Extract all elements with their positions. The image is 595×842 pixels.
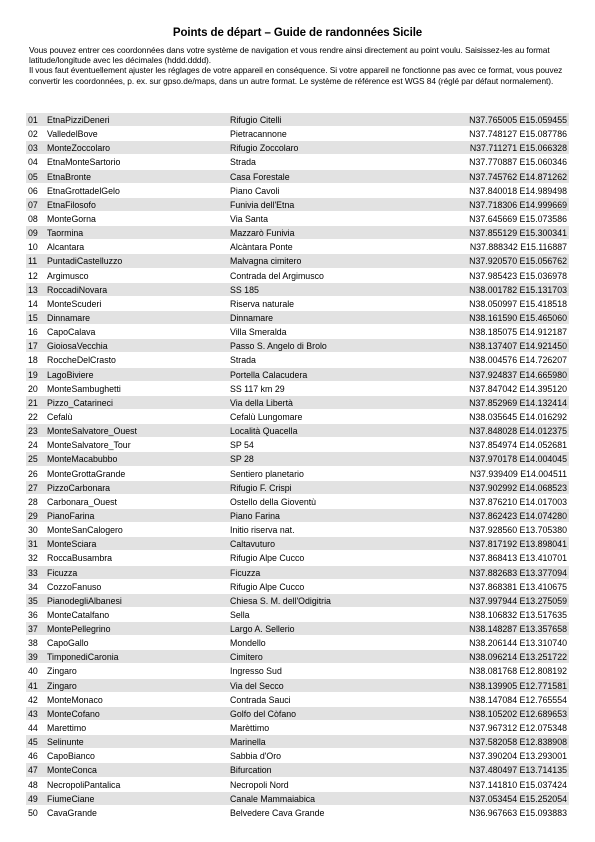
point-location: Malvagna cimitero — [230, 256, 302, 267]
point-number: 49 — [28, 793, 38, 804]
point-coordinates: N37.970178 E14.004045 — [469, 454, 567, 465]
point-number: 21 — [28, 397, 38, 408]
table-row — [26, 395, 569, 409]
table-row — [26, 508, 569, 522]
table-row — [26, 423, 569, 437]
table-row — [26, 451, 569, 465]
point-location: Piano Cavoli — [230, 185, 280, 196]
point-number: 03 — [28, 143, 38, 154]
table-row — [26, 197, 569, 211]
point-coordinates: N37.854974 E14.052681 — [469, 440, 567, 451]
point-coordinates: N37.390204 E13.293001 — [469, 751, 567, 762]
table-row — [26, 678, 569, 692]
point-name: CapoBianco — [47, 751, 95, 762]
page-title: Points de départ – Guide de randonnées Sicile — [172, 27, 423, 39]
table-row — [26, 296, 569, 310]
point-coordinates: N37.928560 E13.705380 — [469, 525, 567, 536]
point-number: 45 — [28, 737, 38, 748]
point-location: Contrada del Argimusco — [230, 270, 324, 281]
point-name: MonteConca — [47, 765, 97, 776]
point-coordinates: N37.855129 E15.300341 — [469, 228, 567, 239]
point-location: Rifugio F. Crispi — [230, 482, 292, 493]
point-location: Passo S. Angelo di Brolo — [230, 341, 327, 352]
point-number: 10 — [28, 242, 38, 253]
table-row — [26, 720, 569, 734]
point-name: FiumeCiane — [47, 793, 95, 804]
point-name: MonteCatalfano — [47, 609, 110, 620]
point-number: 40 — [28, 666, 38, 677]
point-coordinates: N36.967663 E15.093883 — [469, 807, 567, 818]
point-coordinates: N37.862423 E14.074280 — [469, 510, 567, 521]
point-name: LagoBiviere — [47, 369, 94, 380]
table-row — [26, 706, 569, 720]
point-location: SP 28 — [230, 454, 254, 465]
point-name: MonteScuderi — [47, 298, 102, 309]
point-coordinates: N37.882683 E13.377094 — [469, 567, 567, 578]
point-coordinates: N37.888342 E15.116887 — [469, 242, 567, 253]
point-number: 02 — [28, 129, 38, 140]
point-location: Strada — [230, 355, 256, 366]
point-coordinates: N38.105202 E12.689653 — [469, 708, 567, 719]
point-name: RoccaBusambra — [47, 553, 113, 564]
point-number: 42 — [28, 694, 38, 705]
point-name: MonteGrottaGrande — [47, 468, 126, 479]
point-number: 50 — [28, 807, 38, 818]
point-location: Necropoli Nord — [230, 779, 289, 790]
point-coordinates: N38.050997 E15.418518 — [469, 298, 567, 309]
point-name: GioiosaVecchia — [47, 341, 108, 352]
point-location: Belvedere Cava Grande — [230, 807, 325, 818]
point-location: Canale Mammaiabica — [230, 793, 316, 804]
point-coordinates: N38.035645 E14.016292 — [469, 411, 567, 422]
point-coordinates: N38.139905 E12.771581 — [469, 680, 567, 691]
table-row — [26, 225, 569, 239]
point-name: ValledelBove — [47, 129, 98, 140]
point-number: 27 — [28, 482, 38, 493]
point-coordinates: N37.765005 E15.059455 — [469, 115, 567, 125]
point-location: Cimitero — [230, 652, 263, 663]
table-row — [26, 367, 569, 381]
point-name: EtnaPizziDeneri — [47, 115, 110, 125]
table-row — [26, 734, 569, 748]
point-coordinates: N37.770887 E15.060346 — [469, 157, 567, 168]
point-coordinates: N37.718306 E14.999669 — [469, 199, 567, 210]
point-coordinates: N37.141810 E15.037424 — [469, 779, 567, 790]
point-number: 06 — [28, 185, 38, 196]
point-coordinates: N38.004576 E14.726207 — [469, 355, 567, 366]
point-location: Rifugio Citelli — [230, 115, 282, 125]
point-name: MonteCofano — [47, 708, 100, 719]
point-location: Via Santa — [230, 213, 268, 224]
point-location: Initio riserva nat. — [230, 525, 295, 536]
point-name: PizzoCarbonara — [47, 482, 111, 493]
point-location: SS 117 km 29 — [230, 383, 285, 394]
point-location: Piano Farina — [230, 510, 280, 521]
table-row — [26, 154, 569, 168]
table-row — [26, 253, 569, 267]
point-location: Riserva naturale — [230, 298, 295, 309]
point-number: 15 — [28, 312, 38, 323]
point-coordinates: N38.148287 E13.357658 — [469, 624, 567, 635]
point-location: Marèttimo — [230, 723, 270, 734]
point-number: 28 — [28, 496, 38, 507]
point-number: 04 — [28, 157, 38, 168]
point-location: Sella — [230, 609, 250, 620]
point-coordinates: N37.711271 E15.066328 — [469, 143, 567, 154]
point-name: PuntadiCastelluzzo — [47, 256, 123, 267]
table-row — [26, 791, 569, 805]
point-coordinates: N37.745762 E14.871262 — [469, 171, 567, 182]
point-location: Ficuzza — [230, 567, 261, 578]
point-coordinates: N38.096214 E13.251722 — [469, 652, 567, 663]
point-coordinates: N37.582058 E12.838908 — [469, 737, 567, 748]
table-row — [26, 649, 569, 663]
point-name: EtnaGrottadelGelo — [47, 185, 120, 196]
table-row — [26, 621, 569, 635]
point-location: Portella Calacudera — [230, 369, 308, 380]
point-coordinates: N37.876210 E14.017003 — [469, 496, 567, 507]
table-row — [26, 324, 569, 338]
point-coordinates: N37.920570 E15.056762 — [469, 256, 567, 267]
point-number: 41 — [28, 680, 38, 691]
table-row — [26, 183, 569, 197]
point-name: Zingaro — [47, 666, 77, 677]
point-number: 13 — [28, 284, 38, 295]
point-number: 25 — [28, 454, 38, 465]
point-number: 37 — [28, 624, 38, 635]
point-number: 01 — [28, 115, 38, 125]
point-location: Ingresso Sud — [230, 666, 282, 677]
point-coordinates: N37.852969 E14.132414 — [469, 397, 567, 408]
point-number: 05 — [28, 171, 38, 182]
table-row — [26, 522, 569, 536]
point-location: Chiesa S. M. dell'Odigitria — [230, 595, 331, 606]
table-row — [26, 239, 569, 253]
point-number: 23 — [28, 426, 38, 437]
point-location: Rifugio Alpe Cucco — [230, 553, 305, 564]
point-name: MonteMonaco — [47, 694, 103, 705]
point-name: EtnaBronte — [47, 171, 92, 182]
point-number: 24 — [28, 440, 38, 451]
table-row — [26, 282, 569, 296]
point-name: CapoCalava — [47, 327, 96, 338]
table-row — [26, 748, 569, 762]
point-coordinates: N37.053454 E15.252054 — [469, 793, 567, 804]
table-row — [26, 112, 569, 126]
intro-text — [29, 45, 569, 86]
point-location: Alcàntara Ponte — [230, 242, 293, 253]
point-number: 33 — [28, 567, 38, 578]
point-number: 31 — [28, 539, 38, 550]
table-row — [26, 536, 569, 550]
table-row — [26, 565, 569, 579]
table-row — [26, 777, 569, 791]
point-coordinates: N38.161590 E15.465060 — [469, 312, 567, 323]
point-coordinates: N38.206144 E13.310740 — [469, 638, 567, 649]
point-location: Casa Forestale — [230, 171, 290, 182]
point-coordinates: N37.480497 E13.714135 — [469, 765, 567, 776]
point-name: Carbonara_Ouest — [47, 496, 117, 507]
table-row — [26, 437, 569, 451]
point-name: CozzoFanuso — [47, 581, 102, 592]
point-name: MonteSambughetti — [47, 383, 121, 394]
point-name: RoccheDelCrasto — [47, 355, 116, 366]
point-number: 43 — [28, 708, 38, 719]
point-location: Marinella — [230, 737, 266, 748]
table-row — [26, 480, 569, 494]
point-name: MonteGorna — [47, 213, 96, 224]
intro-paragraph-1: Vous pouvez entrer ces coordonnées dans votre système de navigation et vous rendre ainsi directement au point voulu. Saisissez-les au format latitude/longitude avec les décimales (hddd.dddd). — [29, 45, 550, 66]
point-coordinates: N37.840018 E14.989498 — [469, 185, 567, 196]
point-number: 11 — [28, 256, 38, 267]
point-location: Dinnamare — [230, 312, 274, 323]
point-coordinates: N37.848028 E14.012375 — [469, 426, 567, 437]
table-row — [26, 593, 569, 607]
point-location: Rifugio Zoccolaro — [230, 143, 299, 154]
point-number: 12 — [28, 270, 38, 281]
point-number: 16 — [28, 327, 38, 338]
point-name: MonteMacabubbo — [47, 454, 118, 465]
point-name: Selinunte — [47, 737, 84, 748]
point-coordinates: N37.748127 E15.087786 — [469, 129, 567, 140]
table-row — [26, 169, 569, 183]
point-number: 17 — [28, 341, 38, 352]
point-number: 35 — [28, 595, 38, 606]
point-name: Alcantara — [47, 242, 85, 253]
point-location: Mondello — [230, 638, 266, 649]
point-name: MonteSciara — [47, 539, 97, 550]
point-coordinates: N37.967312 E12.075348 — [469, 723, 567, 734]
point-name: Marettimo — [47, 723, 87, 734]
point-number: 44 — [28, 723, 38, 734]
point-coordinates: N37.817192 E13.898041 — [469, 539, 567, 550]
table-row — [26, 338, 569, 352]
table-row — [26, 494, 569, 508]
point-name: MonteZoccolaro — [47, 143, 111, 154]
table-row — [26, 126, 569, 140]
table-row — [26, 381, 569, 395]
point-location: Largo A. Sellerio — [230, 624, 295, 635]
point-number: 20 — [28, 383, 38, 394]
point-location: Funivia dell'Etna — [230, 199, 295, 210]
point-coordinates: N38.001782 E15.131703 — [469, 284, 567, 295]
point-number: 09 — [28, 228, 38, 239]
table-row — [26, 607, 569, 621]
point-coordinates: N37.924837 E14.665980 — [469, 369, 567, 380]
table-row — [26, 409, 569, 423]
point-coordinates: N38.106832 E13.517635 — [469, 609, 567, 620]
point-name: MontePellegrino — [47, 624, 111, 635]
point-coordinates: N37.985423 E15.036978 — [469, 270, 567, 281]
point-name: MonteSalvatore_Ouest — [47, 426, 137, 437]
point-name: PianodegliAlbanesi — [47, 595, 122, 606]
point-name: Dinnamare — [47, 312, 91, 323]
point-name: CapoGallo — [47, 638, 89, 649]
point-name: Ficuzza — [47, 567, 78, 578]
point-location: Mazzarò Funivia — [230, 228, 295, 239]
point-number: 07 — [28, 199, 38, 210]
point-location: Rifugio Alpe Cucco — [230, 581, 305, 592]
point-coordinates: N37.645669 E15.073586 — [469, 213, 567, 224]
starting-points-table — [26, 112, 569, 819]
point-coordinates: N38.185075 E14.912187 — [469, 327, 567, 338]
point-coordinates: N37.939409 E14.004511 — [469, 468, 567, 479]
point-location: Contrada Sauci — [230, 694, 291, 705]
point-name: NecropoliPantalica — [47, 779, 121, 790]
point-coordinates: N37.868381 E13.410675 — [469, 581, 567, 592]
point-coordinates: N37.902992 E14.068523 — [469, 482, 567, 493]
point-number: 30 — [28, 525, 38, 536]
point-number: 29 — [28, 510, 38, 521]
table-row — [26, 663, 569, 677]
point-coordinates: N38.137407 E14.921450 — [469, 341, 567, 352]
point-location: Strada — [230, 157, 256, 168]
table-row — [26, 211, 569, 225]
point-coordinates: N38.147084 E12.765554 — [469, 694, 567, 705]
point-location: Cefalù Lungomare — [230, 411, 303, 422]
table-row — [26, 805, 569, 819]
point-number: 22 — [28, 411, 38, 422]
point-coordinates: N37.997944 E13.275059 — [469, 595, 567, 606]
point-name: Pizzo_Catarineci — [47, 397, 114, 408]
table-row — [26, 635, 569, 649]
point-name: RoccadiNovara — [47, 284, 108, 295]
point-location: SP 54 — [230, 440, 254, 451]
point-name: Cefalù — [47, 411, 73, 422]
table-row — [26, 310, 569, 324]
point-number: 14 — [28, 298, 38, 309]
point-location: Golfo del Còfano — [230, 708, 297, 719]
point-location: Villa Smeralda — [230, 327, 287, 338]
point-name: EtnaMonteSartorio — [47, 157, 121, 168]
point-coordinates: N38.081768 E12.808192 — [469, 666, 567, 677]
table-row — [26, 268, 569, 282]
point-number: 39 — [28, 652, 38, 663]
point-name: Argimusco — [47, 270, 89, 281]
point-location: Località Quacella — [230, 426, 298, 437]
point-name: TimponediCaronia — [47, 652, 119, 663]
point-location: Via della Libertà — [230, 397, 293, 408]
point-name: Taormina — [47, 228, 84, 239]
point-name: MonteSalvatore_Tour — [47, 440, 131, 451]
point-location: Sabbia d'Oro — [230, 751, 282, 762]
table-row — [26, 352, 569, 366]
point-number: 19 — [28, 369, 38, 380]
table-row — [26, 550, 569, 564]
point-name: EtnaFilosofo — [47, 199, 96, 210]
point-location: Pietracannone — [230, 129, 287, 140]
point-name: PianoFarina — [47, 510, 95, 521]
point-number: 48 — [28, 779, 38, 790]
point-number: 46 — [28, 751, 38, 762]
point-number: 36 — [28, 609, 38, 620]
point-number: 38 — [28, 638, 38, 649]
point-location: Sentiero planetario — [230, 468, 304, 479]
point-name: MonteSanCalogero — [47, 525, 123, 536]
point-location: Via del Secco — [230, 680, 284, 691]
table-row — [26, 579, 569, 593]
point-coordinates: N37.868413 E13.410701 — [469, 553, 567, 564]
intro-paragraph-2: Il vous faut éventuellement ajuster les réglages de votre appareil en conséquence. Si votre appareil ne fonctionne pas avec ce format, vous pouvez convertir les coordonnées, p. ex. sur gpso.de/maps, dans un autre format. Le système de référence est WGS 84 (réglé par défaut normalement). — [29, 65, 563, 86]
point-location: Bifurcation — [230, 765, 272, 776]
point-location: SS 185 — [230, 284, 259, 295]
point-name: CavaGrande — [47, 807, 97, 818]
point-location: Caltavuturo — [230, 539, 275, 550]
point-number: 34 — [28, 581, 38, 592]
point-coordinates: N37.847042 E14.395120 — [469, 383, 567, 394]
table-row — [26, 762, 569, 776]
point-number: 08 — [28, 213, 38, 224]
table-row — [26, 692, 569, 706]
table-row — [26, 466, 569, 480]
table-row — [26, 140, 569, 154]
point-number: 26 — [28, 468, 38, 479]
point-location: Ostello della Gioventù — [230, 496, 317, 507]
point-number: 32 — [28, 553, 38, 564]
point-number: 47 — [28, 765, 38, 776]
point-number: 18 — [28, 355, 38, 366]
point-name: Zingaro — [47, 680, 77, 691]
